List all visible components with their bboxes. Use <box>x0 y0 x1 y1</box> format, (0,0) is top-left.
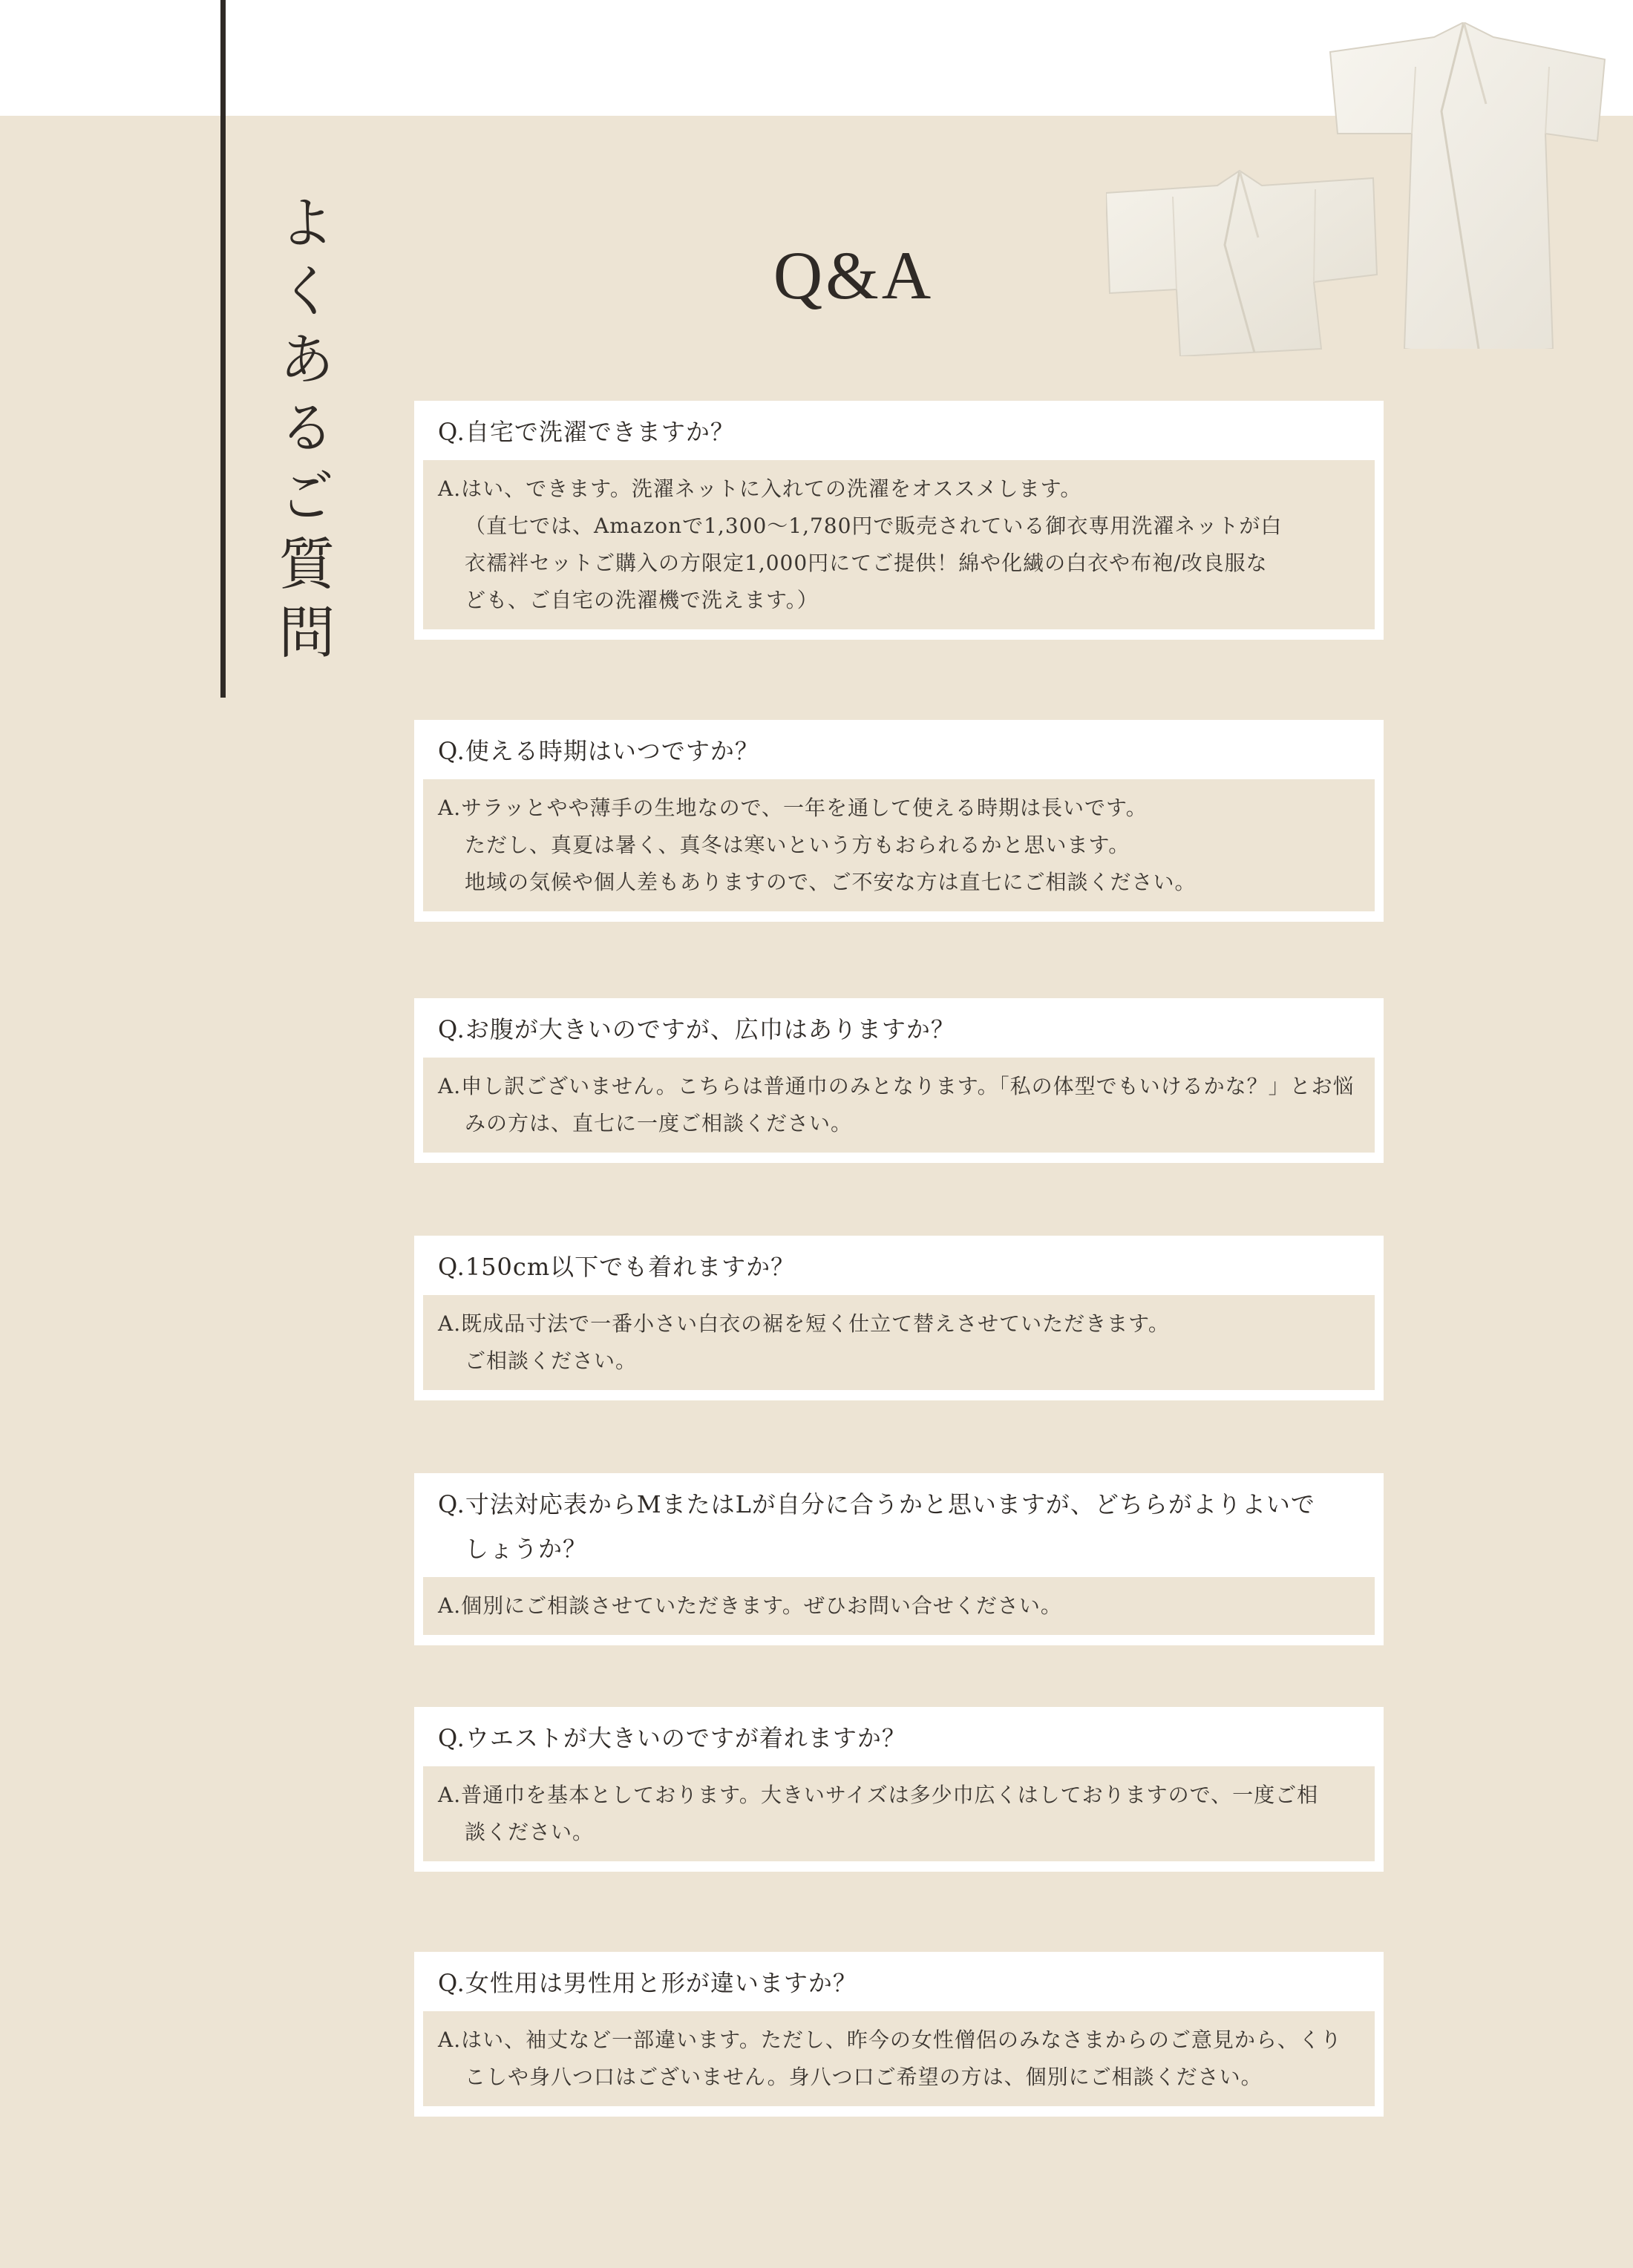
qa-card-5 <box>414 1473 1384 1645</box>
answer-text: A.はい、袖丈など一部違います。ただし、昨今の女性僧侶のみなさまからのご意見から、くり こしや身八つ口はございません。身八つ口ご希望の方は、個別にご相談ください。 <box>423 2011 1375 2106</box>
qa-card-6 <box>414 1707 1384 1872</box>
qa-card-7 <box>414 1952 1384 2117</box>
vertical-rule <box>220 0 226 698</box>
answer-text: A.既成品寸法で一番小さい白衣の裾を短く仕立て替えさせていただきます。 ご相談ください。 <box>423 1295 1375 1390</box>
question-text: Q.使える時期はいつですか？ <box>438 737 759 765</box>
kimono-short-image <box>1106 163 1381 356</box>
qa-card-2 <box>414 720 1384 922</box>
answer-text: A.はい、できます。洗濯ネットに入れての洗濯をオススメします。 （直七では、Amazonで1,300〜1,780円で販売されている御衣専用洗濯ネットが白 衣襦袢セットご購入の方限定1,000円にてご提供！綿や化繊の白衣や布袍/改良服な ども、ご自宅の洗濯機で洗えます。） <box>423 460 1375 629</box>
question-text: Q.お腹が大きいのですが、広巾はありますか？ <box>438 1015 955 1043</box>
answer-text: A.普通巾を基本としております。大きいサイズは多少巾広くはしておりますので、一度ご相 談ください。 <box>423 1766 1375 1861</box>
question-text: Q.ウエストが大きいのですが着れますか？ <box>438 1724 906 1752</box>
answer-text: A.個別にご相談させていただきます。ぜひお問い合せください。 <box>423 1577 1375 1635</box>
side-title: よくあるご質問 <box>269 193 336 671</box>
question-text: Q.寸法対応表からMまたはLが自分に合うかと思いますが、どちらがよりよいで しょうか？ <box>438 1490 1315 1563</box>
question-text: Q.自宅で洗濯できますか？ <box>438 418 735 446</box>
qa-card-3 <box>414 998 1384 1163</box>
qa-card-1 <box>414 401 1384 640</box>
answer-text: A.サラッとやや薄手の生地なので、一年を通して使える時期は長いです。 ただし、真夏は暑く、真冬は寒いという方もおられるかと思います。 地域の気候や個人差もありますので、ご不安な方は直七にご相談ください。 <box>423 779 1375 911</box>
page-title: Q&A <box>773 237 935 313</box>
answer-text: A.申し訳ございません。こちらは普通巾のみとなります。「私の体型でもいけるかな？」とお悩 みの方は、直七に一度ご相談ください。 <box>423 1058 1375 1153</box>
qa-card-4 <box>414 1236 1384 1400</box>
question-text: Q.女性用は男性用と形が違いますか？ <box>438 1969 857 1997</box>
question-text: Q.150cm以下でも着れますか？ <box>438 1253 796 1281</box>
